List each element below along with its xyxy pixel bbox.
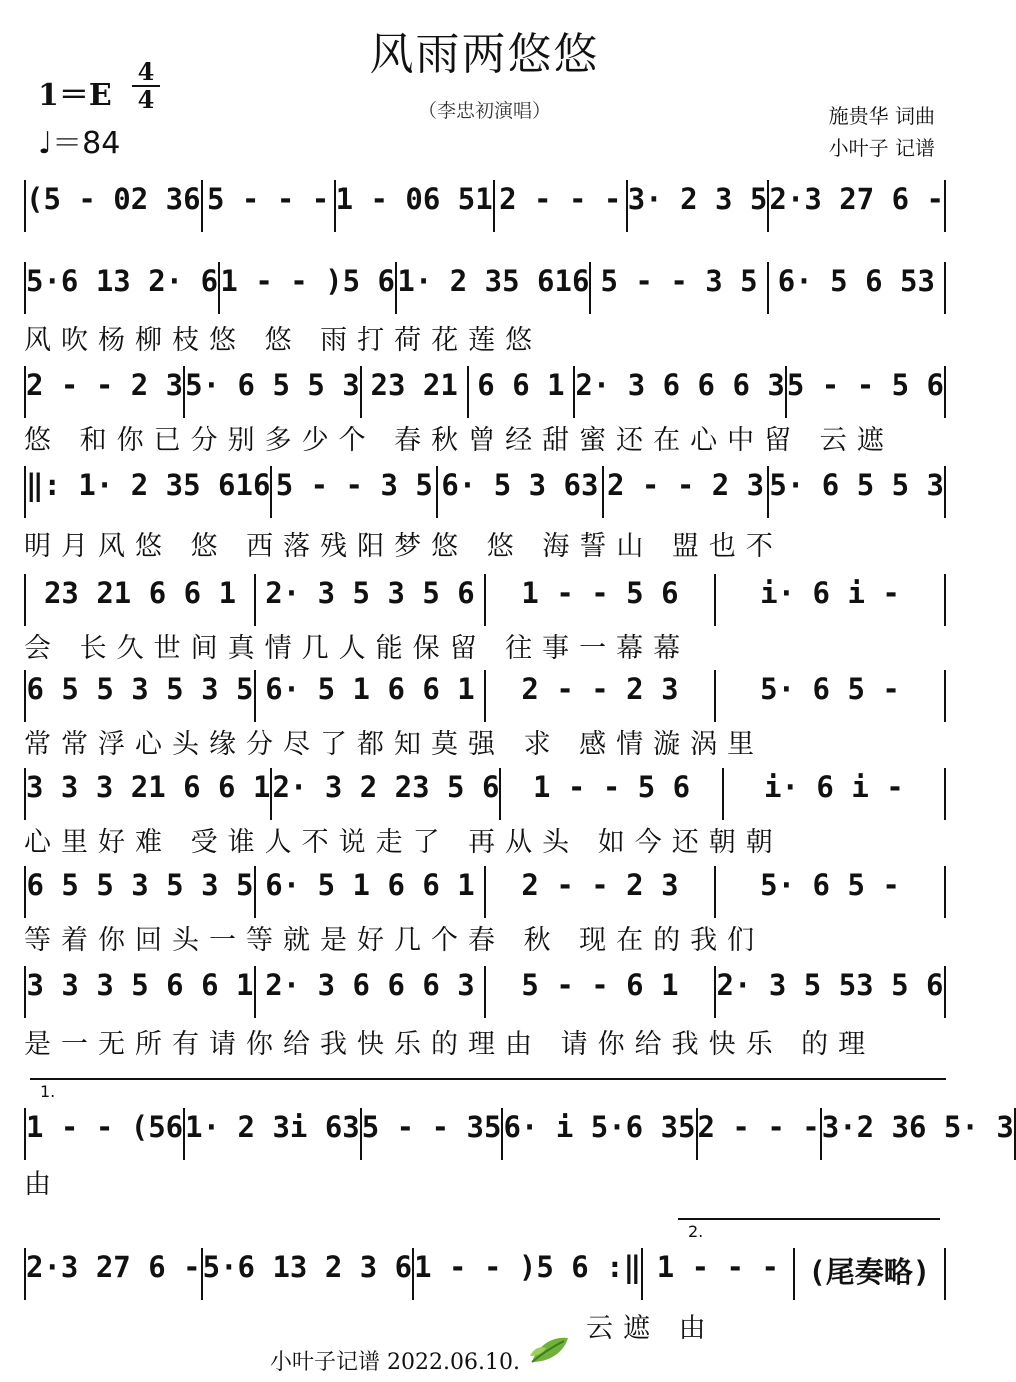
measure-notes: 5 - - 35 — [361, 1110, 502, 1144]
measure — [185, 1108, 362, 1160]
time-signature-top: 4 — [137, 57, 155, 86]
measure-notes: 2 - - 2 3 — [26, 368, 184, 402]
notation-line — [24, 866, 946, 920]
measure — [795, 1248, 946, 1300]
measure-notes: (尾奏略) — [808, 1255, 931, 1289]
measure-notes: 2 - - 2 3 — [521, 672, 679, 706]
measure — [24, 180, 203, 232]
measure — [591, 262, 768, 314]
measure-notes: 23 21 6 6 1 — [43, 576, 237, 610]
measure — [486, 866, 716, 918]
measure-notes: 6· 5 3 63 — [441, 468, 599, 502]
measure-notes: 5· 6 5 - — [760, 868, 900, 902]
measure — [24, 1108, 185, 1160]
measure — [362, 1108, 504, 1160]
measure — [495, 180, 628, 232]
measure — [256, 670, 486, 722]
time-signature-bottom: 4 — [137, 85, 155, 114]
notation-line — [24, 180, 946, 234]
measure-notes: 2 - - - — [697, 1110, 820, 1144]
measure-notes: 3· 2 3 5 — [627, 182, 768, 216]
measure-notes: (5 - 02 36 — [26, 182, 201, 216]
measure-notes: 2· 3 5 53 5 6 — [716, 968, 944, 1002]
measure — [503, 1108, 697, 1160]
lyricist-credit: 施贵华 词曲 — [828, 104, 935, 128]
measure — [24, 866, 256, 918]
measure-notes: 5·6 13 2 3 6 — [202, 1250, 413, 1284]
volta-bracket — [678, 1218, 940, 1241]
measure — [716, 574, 946, 626]
leaf-icon — [528, 1334, 572, 1366]
measure — [220, 262, 397, 314]
measure — [272, 466, 438, 518]
measure — [604, 466, 770, 518]
measure — [414, 1248, 643, 1300]
lyric-line: 会 长久世间真情几人能保留 往事一幕幕 — [24, 633, 691, 664]
measure-notes: 2 - - 2 3 — [607, 468, 765, 502]
measure-notes: 5 - - - — [206, 182, 330, 216]
volta-label: 1. — [40, 1082, 56, 1101]
notation-line — [24, 768, 946, 822]
song-title: 风雨两悠悠 — [369, 29, 600, 80]
measure — [256, 966, 486, 1018]
notation-line — [24, 262, 946, 316]
measure-notes: 1· 2 3i 63 — [185, 1110, 360, 1144]
lyric-line: 悠 和你已分别多少个 春秋曾经甜蜜还在心中留 云遮 — [24, 425, 894, 456]
notation-line — [24, 1108, 1014, 1162]
measure-notes: 5·6 13 2· 6 — [26, 264, 219, 298]
key-signature: 1＝E — [38, 78, 112, 113]
measure-notes: 1 - - - — [656, 1250, 779, 1284]
measure — [769, 466, 946, 518]
measure — [822, 1108, 1016, 1160]
measure — [272, 768, 501, 820]
measure-notes: 2· 3 6 6 6 3 — [265, 968, 475, 1002]
measure — [469, 366, 576, 418]
measure-notes: 5· 6 5 5 3 — [185, 368, 360, 402]
measure-notes: ‖: 1· 2 35 616 — [26, 468, 271, 502]
measure — [716, 866, 946, 918]
transcriber-credit: 小叶子 记谱 — [828, 136, 935, 160]
lyric-line: 风吹杨柳枝悠 悠 雨打荷花莲悠 — [24, 325, 543, 356]
volta-label: 2. — [688, 1222, 704, 1241]
measure-notes: 6 6 1 — [477, 368, 565, 402]
measure-notes: 5 - - 5 6 — [786, 368, 944, 402]
measure — [486, 574, 716, 626]
measure — [24, 670, 256, 722]
measure — [256, 574, 486, 626]
measure — [24, 966, 256, 1018]
measure — [203, 180, 336, 232]
measure-notes: 1 - 06 51 — [335, 182, 493, 216]
measure-notes: 2 - - - — [499, 182, 622, 216]
measure-notes: 1 - - 5 6 — [533, 770, 691, 804]
measure — [643, 1248, 794, 1300]
lyric-line: 是一无所有请你给我快乐的理由 请你给我快乐 的理 — [24, 1029, 876, 1060]
measure-notes: 5 - - 3 5 — [275, 468, 433, 502]
measure — [24, 1248, 203, 1300]
measure — [769, 180, 946, 232]
measure — [486, 670, 716, 722]
measure — [24, 366, 185, 418]
measure — [203, 1248, 415, 1300]
measure-notes: 2 - - 2 3 — [521, 868, 679, 902]
notation-line — [24, 466, 946, 520]
measure-notes: 1 - - (56 — [26, 1110, 184, 1144]
measure — [397, 262, 591, 314]
measure-notes: 5· 6 5 - — [760, 672, 900, 706]
measure-notes: 6· 5 1 6 6 1 — [265, 868, 475, 902]
measure-notes: 6· 5 1 6 6 1 — [265, 672, 475, 706]
measure — [769, 262, 946, 314]
tempo-marking: ♩＝84 — [38, 126, 121, 161]
performer-subtitle: （李忠初演唱） — [417, 100, 551, 122]
lyric-line: 等着你回头一等就是好几个春 秋 现在的我们 — [24, 925, 765, 956]
lyric-line: 明月风悠 悠 西落残阳梦悠 悠 海誓山 盟也不 — [24, 531, 783, 562]
measure-notes: 3·2 36 5· 3 — [821, 1110, 1014, 1144]
measure-notes: 1 - - 5 6 — [521, 576, 679, 610]
measure-notes: 2·3 27 6 - — [769, 182, 945, 216]
lyric-line: 由 — [24, 1169, 61, 1200]
measure — [628, 180, 770, 232]
measure — [24, 466, 272, 518]
measure-notes: 6· 5 6 53 — [777, 264, 935, 298]
measure-notes: 2· 3 2 23 5 6 — [272, 770, 500, 804]
measure — [787, 366, 946, 418]
measure-notes: 6· i 5·6 35 — [503, 1110, 696, 1144]
volta-bracket — [30, 1078, 946, 1101]
measure-notes: 3 3 3 21 6 6 1 — [26, 770, 271, 804]
measure-notes: 5· 6 5 5 3 — [769, 468, 945, 502]
measure-notes: 2·3 27 6 - — [26, 1250, 201, 1284]
measure-notes: 5 - - 3 5 — [600, 264, 758, 298]
measure-notes: 1· 2 35 616 — [397, 264, 590, 298]
measure — [716, 966, 946, 1018]
measure-notes: 1 - - )5 6 — [220, 264, 396, 298]
lyric-line: 云遮 由 — [586, 1313, 716, 1344]
measure-notes: 1 - - )5 6 :‖ — [414, 1250, 642, 1284]
measure — [438, 466, 604, 518]
measure-notes: 6 5 5 3 5 3 5 — [26, 672, 254, 706]
measure — [501, 768, 723, 820]
measure — [185, 366, 362, 418]
measure — [336, 180, 495, 232]
measure — [24, 574, 256, 626]
measure — [24, 262, 220, 314]
measure-notes: 3 3 3 5 6 6 1 — [26, 968, 254, 1002]
lyric-line: 心里好难 受谁人不说走了 再从头 如今还朝朝 — [24, 827, 783, 858]
measure-notes: i· 6 i - — [760, 576, 900, 610]
measure-notes: 6 5 5 3 5 3 5 — [26, 868, 254, 902]
measure — [256, 866, 486, 918]
measure — [362, 366, 469, 418]
footer-signature: 小叶子记谱 2022.06.10. — [270, 1350, 520, 1375]
measure-notes: 2· 3 6 6 6 3 — [575, 368, 785, 402]
lyric-line: 常常浮心头缘分尽了都知莫强 求 感情漩涡里 — [24, 729, 765, 760]
notation-line — [24, 966, 946, 1020]
notation-line — [24, 670, 946, 724]
time-signature — [132, 57, 160, 114]
measure-notes: 2· 3 5 3 5 6 — [265, 576, 475, 610]
measure — [24, 768, 272, 820]
measure-notes: i· 6 i - — [764, 770, 904, 804]
measure — [486, 966, 716, 1018]
notation-line — [24, 366, 946, 420]
measure-notes: 23 21 — [370, 368, 458, 402]
measure — [575, 366, 787, 418]
measure — [698, 1108, 822, 1160]
measure-notes: 5 - - 6 1 — [521, 968, 679, 1002]
measure — [716, 670, 946, 722]
notation-line — [24, 574, 946, 628]
notation-line — [24, 1248, 946, 1302]
measure — [724, 768, 946, 820]
